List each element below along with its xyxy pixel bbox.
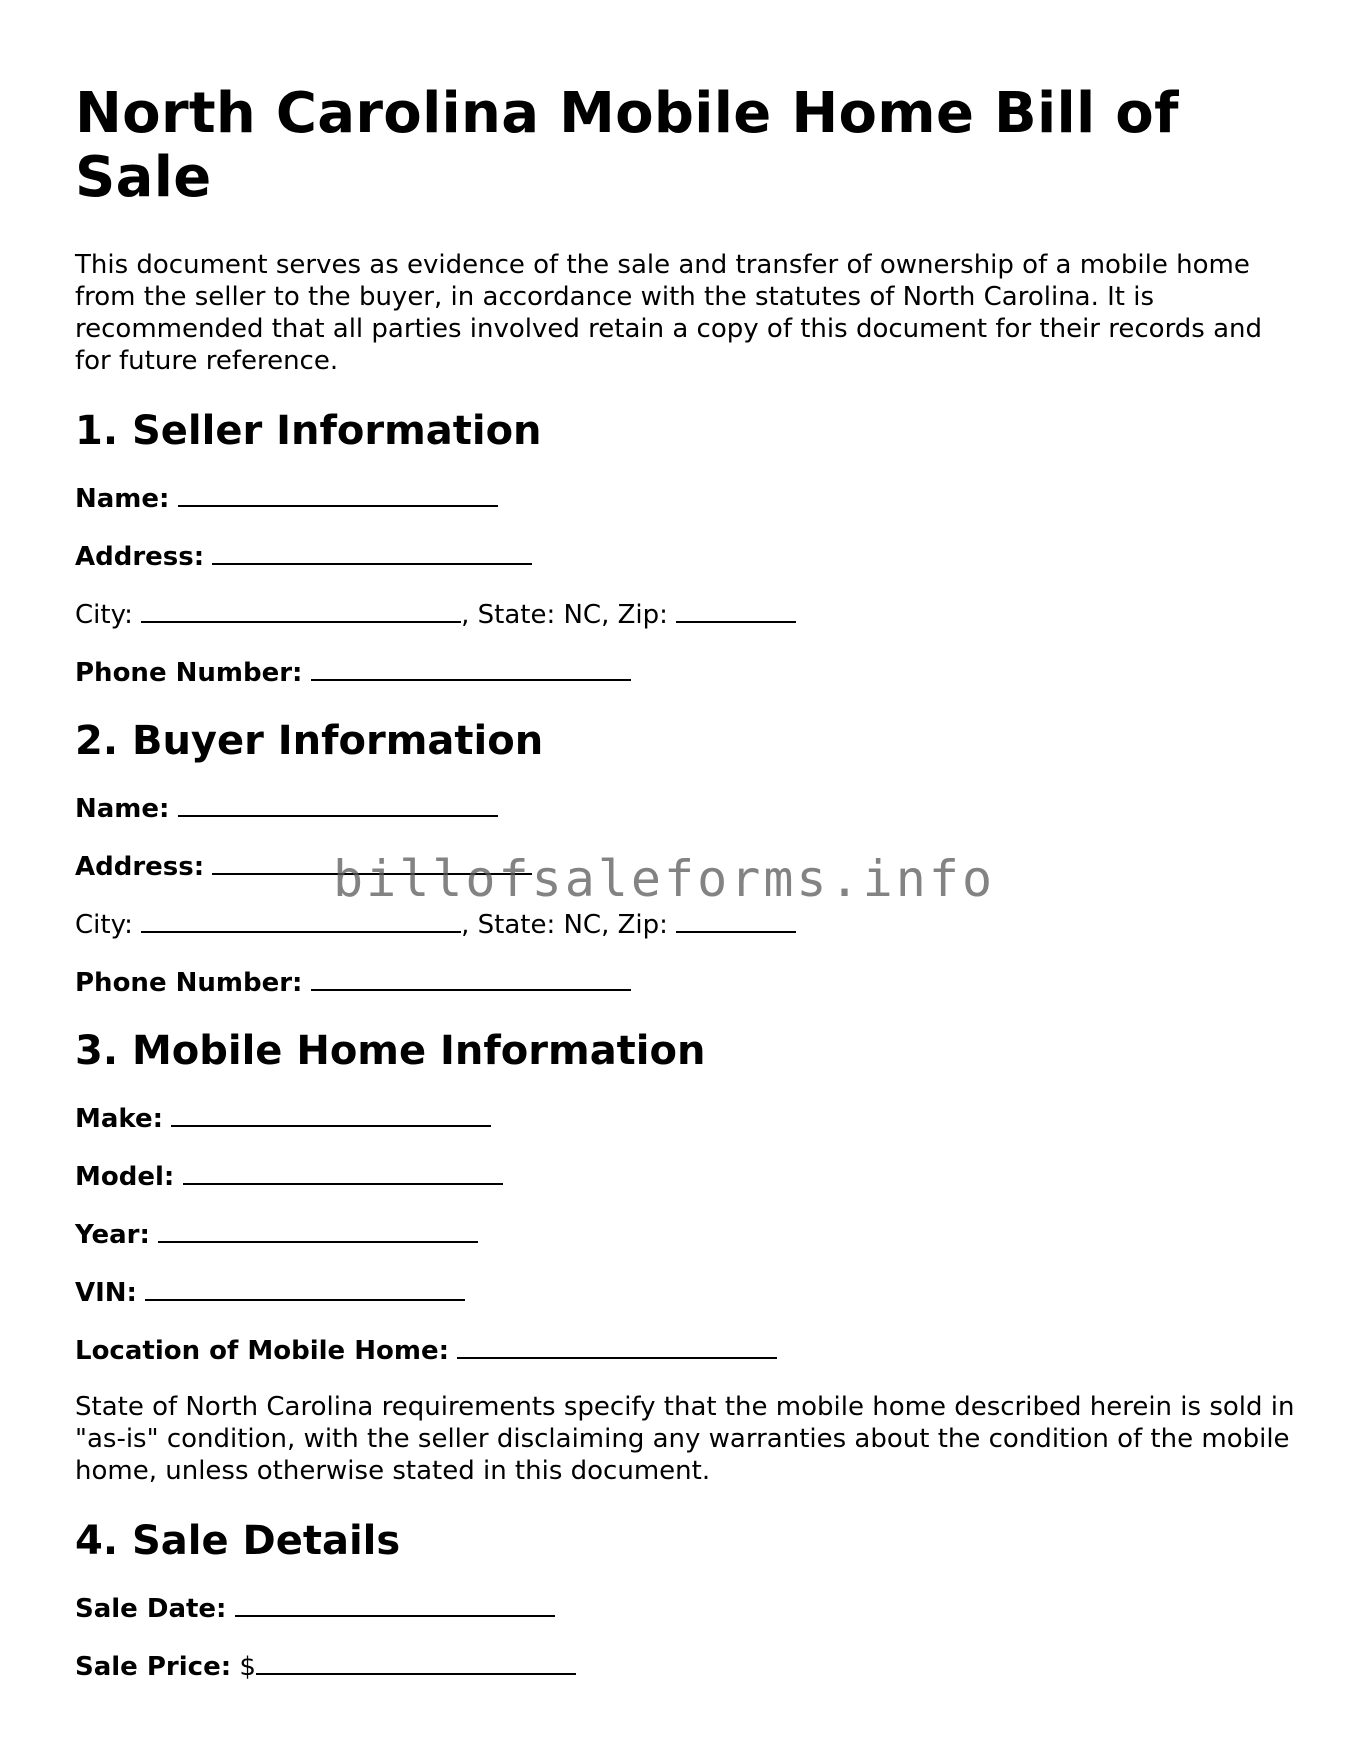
sale-date-field xyxy=(75,1591,1305,1623)
document-title: North Carolina Mobile Home Bill of Sale xyxy=(75,81,1179,211)
seller-phone-blank[interactable] xyxy=(311,655,631,681)
seller-city-label: City: xyxy=(75,599,133,630)
buyer-city-label: City: xyxy=(75,909,133,940)
home-make-blank[interactable] xyxy=(171,1101,491,1127)
buyer-phone-blank[interactable] xyxy=(311,965,631,991)
seller-city-blank[interactable] xyxy=(141,597,461,623)
seller-address-field xyxy=(75,539,1305,571)
sale-price-label: Sale Price: xyxy=(75,1651,232,1682)
seller-name-label: Name: xyxy=(75,483,170,514)
home-vin-field xyxy=(75,1275,1305,1307)
home-year-label: Year: xyxy=(75,1219,150,1250)
seller-phone-field xyxy=(75,655,1305,687)
home-make-label: Make: xyxy=(75,1103,164,1134)
home-location-label: Location of Mobile Home: xyxy=(75,1335,449,1366)
buyer-state-zip-label: , State: NC, Zip: xyxy=(461,909,668,940)
buyer-address-label: Address: xyxy=(75,851,205,882)
home-section-heading: 3. Mobile Home Information xyxy=(75,1027,706,1074)
home-year-blank[interactable] xyxy=(158,1217,478,1243)
currency-symbol: $ xyxy=(239,1651,256,1682)
home-location-field xyxy=(75,1333,1305,1365)
buyer-zip-blank[interactable] xyxy=(676,907,796,933)
buyer-name-label: Name: xyxy=(75,793,170,824)
seller-address-label: Address: xyxy=(75,541,205,572)
seller-name-field xyxy=(75,481,1305,513)
seller-city-field xyxy=(75,597,1305,629)
home-model-label: Model: xyxy=(75,1161,175,1192)
as-is-disclaimer: State of North Carolina requirements specify that the mobile home described herein is sold in "as-is" condition, with the seller disclaiming any warranties about the condition of the mobile home, unless otherwise stated in this document. xyxy=(75,1391,1295,1486)
sale-date-blank[interactable] xyxy=(235,1591,555,1617)
sale-price-blank[interactable] xyxy=(256,1649,576,1675)
intro-paragraph: This document serves as evidence of the sale and transfer of ownership of a mobile home from the seller to the buyer, in accordance with the statutes of North Carolina. It is recommended that all parties involved retain a copy of this document for their records and for future reference. xyxy=(75,249,1263,376)
buyer-name-field xyxy=(75,791,1305,823)
sale-date-label: Sale Date: xyxy=(75,1593,227,1624)
home-make-field xyxy=(75,1101,1305,1133)
buyer-section-heading: 2. Buyer Information xyxy=(75,717,544,764)
home-location-blank[interactable] xyxy=(457,1333,777,1359)
buyer-city-field xyxy=(75,907,1305,939)
buyer-phone-field xyxy=(75,965,1305,997)
home-year-field xyxy=(75,1217,1305,1249)
seller-section-heading: 1. Seller Information xyxy=(75,407,542,454)
buyer-city-blank[interactable] xyxy=(141,907,461,933)
watermark: billofsaleforms.info xyxy=(333,850,996,908)
seller-name-blank[interactable] xyxy=(178,481,498,507)
seller-phone-label: Phone Number: xyxy=(75,657,303,688)
seller-address-blank[interactable] xyxy=(212,539,532,565)
buyer-name-blank[interactable] xyxy=(178,791,498,817)
buyer-phone-label: Phone Number: xyxy=(75,967,303,998)
home-vin-blank[interactable] xyxy=(145,1275,465,1301)
sale-section-heading: 4. Sale Details xyxy=(75,1517,401,1564)
home-model-blank[interactable] xyxy=(183,1159,503,1185)
seller-state-zip-label: , State: NC, Zip: xyxy=(461,599,668,630)
home-vin-label: VIN: xyxy=(75,1277,137,1308)
home-model-field xyxy=(75,1159,1305,1191)
sale-price-field xyxy=(75,1649,1305,1681)
seller-zip-blank[interactable] xyxy=(676,597,796,623)
